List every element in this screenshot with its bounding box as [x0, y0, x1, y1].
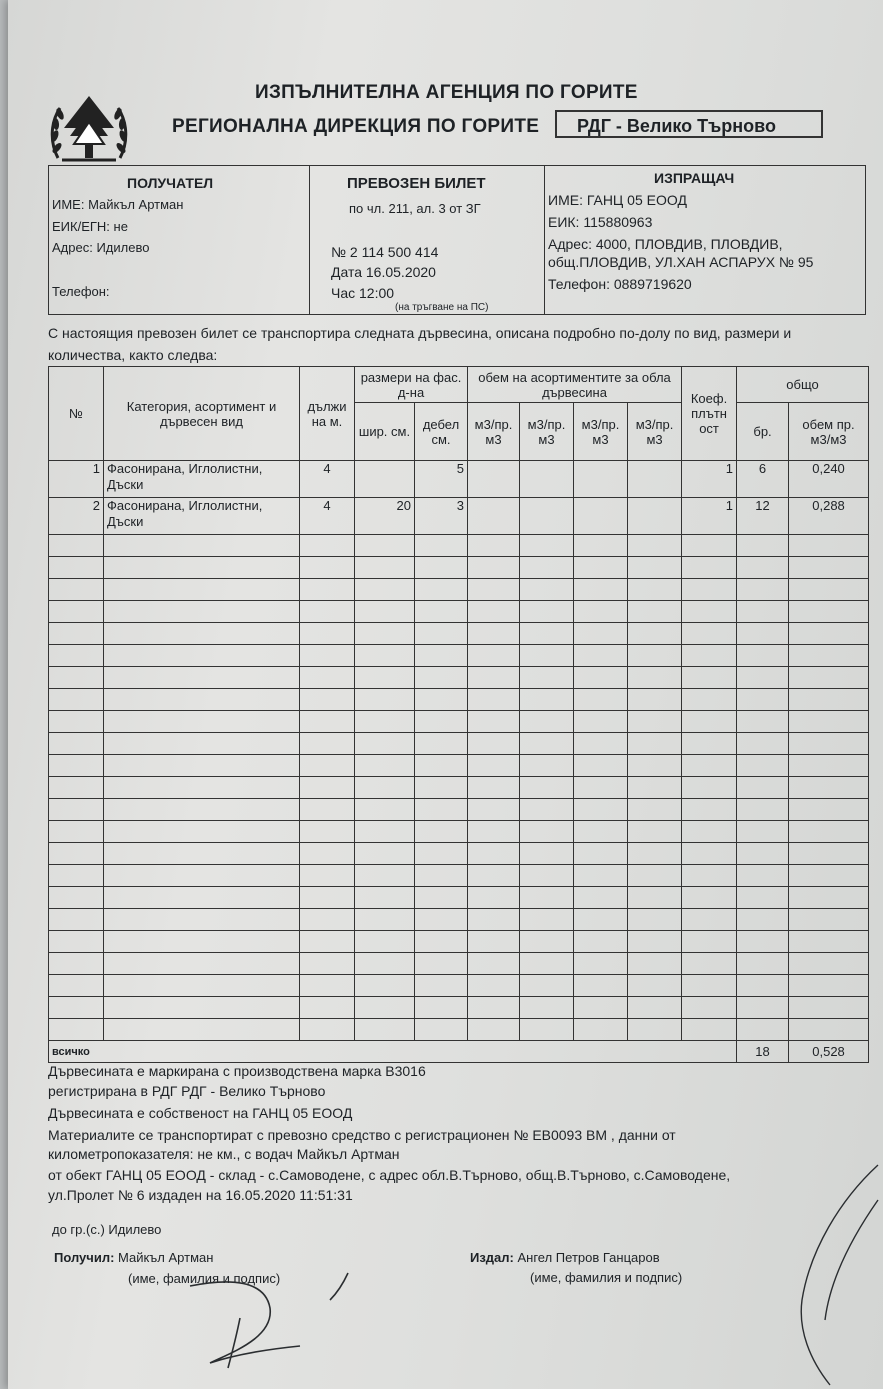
empty-table-row	[49, 1019, 869, 1041]
empty-table-row	[49, 755, 869, 777]
row-width	[355, 461, 415, 498]
col-header-dimensions: размери на фас. д-на	[355, 367, 468, 403]
origin-line: от обект ГАНЦ 05 ЕООД - склад - с.Самоводене, с адрес обл.В.Търново, общ.В.Търново, с.Самоводене,	[48, 1167, 731, 1183]
recipient-address: Адрес: Идилево	[52, 240, 150, 255]
destination-line: до гр.(с.) Идилево	[52, 1222, 162, 1237]
transport-line: Материалите се транспортират с превозно средство с регистрационен № ЕВ0093 ВМ , данни от	[48, 1127, 676, 1143]
row-thickness: 5	[415, 461, 468, 498]
intro-text: С настоящия превозен билет се транспортира следната дървесина, описана подробно по-долу по вид, размери и количества, както следва:	[48, 325, 792, 363]
forest-agency-emblem	[48, 88, 130, 170]
sender-eik: ЕИК: 115880963	[548, 214, 653, 230]
ticket-section	[309, 166, 545, 314]
empty-table-row	[49, 887, 869, 909]
totals-volume: 0,528	[789, 1041, 869, 1063]
empty-table-row	[49, 821, 869, 843]
rdg-name-box: РДГ - Велико Търново	[555, 110, 823, 138]
sender-section	[544, 166, 865, 314]
empty-table-row	[49, 689, 869, 711]
empty-table-row	[49, 909, 869, 931]
marking-line: Дървесината е маркирана с производствена марка В3016	[48, 1063, 426, 1079]
row-volume: 0,288	[789, 498, 869, 535]
row-length: 4	[300, 461, 355, 498]
empty-table-row	[49, 997, 869, 1019]
street-issued-line: ул.Пролет № 6 издаден на 16.05.2020 11:51:31	[48, 1187, 353, 1203]
regional-title: РЕГИОНАЛНА ДИРЕКЦИЯ ПО ГОРИТЕ	[172, 116, 540, 137]
row-volume: 0,240	[789, 461, 869, 498]
table-row	[49, 498, 869, 535]
row-width: 20	[355, 498, 415, 535]
empty-table-row	[49, 953, 869, 975]
table-row	[49, 461, 869, 498]
empty-table-row	[49, 623, 869, 645]
empty-table-row	[49, 777, 869, 799]
empty-table-row	[49, 865, 869, 887]
recipient-name: ИМЕ: Майкъл Артман	[52, 197, 184, 212]
ticket-basis: по чл. 211, ал. 3 от ЗГ	[349, 201, 481, 216]
sender-address-line2: общ.ПЛОВДИВ, УЛ.ХАН АСПАРУХ № 95	[548, 254, 814, 270]
empty-table-row	[49, 843, 869, 865]
ticket-heading: ПРЕВОЗЕН БИЛЕТ	[347, 175, 486, 192]
empty-table-row	[49, 579, 869, 601]
row-coefficient: 1	[682, 461, 737, 498]
recipient-section	[49, 166, 310, 314]
row-length: 4	[300, 498, 355, 535]
issuer-signature	[790, 1160, 883, 1389]
received-name: Майкъл Артман	[118, 1250, 214, 1265]
col-header-volume: обем на асортиментите за обла дървесина	[468, 367, 682, 403]
ticket-number: № 2 114 500 414	[331, 244, 439, 260]
empty-table-row	[49, 601, 869, 623]
col-header-length: дължи на м.	[300, 367, 355, 461]
received-block	[54, 1250, 213, 1265]
col-header-category: Категория, асортимент и дървесен вид	[104, 367, 300, 461]
sender-name: ИМЕ: ГАНЦ 05 ЕООД	[548, 192, 687, 208]
col-header-vol-1: м3/пр. м3	[468, 403, 520, 461]
odometer-line: километропоказателя: не км., с водач Майкъл Артман	[48, 1146, 400, 1162]
empty-table-row	[49, 645, 869, 667]
issued-label: Издал:	[470, 1250, 514, 1265]
empty-table-row	[49, 535, 869, 557]
registered-line: регистрирана в РДГ РДГ - Велико Търново	[48, 1083, 326, 1099]
col-header-vol-3: м3/пр. м3	[574, 403, 628, 461]
row-no: 2	[49, 498, 104, 535]
empty-table-row	[49, 667, 869, 689]
col-header-total: общо	[737, 367, 869, 403]
ticket-time: Час 12:00	[331, 285, 395, 301]
ticket-note: (на тръгване на ПС)	[395, 302, 489, 313]
empty-table-row	[49, 711, 869, 733]
totals-count: 18	[737, 1041, 789, 1063]
col-header-vol-4: м3/пр. м3	[628, 403, 682, 461]
issued-note: (име, фамилия и подпис)	[530, 1270, 683, 1285]
row-category: Фасонирана, Иглолистни, Дъски	[104, 461, 300, 498]
sender-phone: Телефон: 0889719620	[548, 276, 692, 292]
row-no: 1	[49, 461, 104, 498]
ticket-date: Дата 16.05.2020	[331, 264, 436, 280]
ownership-line: Дървесината е собственост на ГАНЦ 05 ЕООД	[48, 1105, 353, 1121]
empty-table-row	[49, 931, 869, 953]
col-header-vol-2: м3/пр. м3	[520, 403, 574, 461]
empty-table-row	[49, 557, 869, 579]
goods-table	[48, 366, 869, 1063]
empty-table-row	[49, 733, 869, 755]
sender-address-line1: Адрес: 4000, ПЛОВДИВ, ПЛОВДИВ,	[548, 236, 783, 252]
row-count: 12	[737, 498, 789, 535]
empty-table-row	[49, 975, 869, 997]
row-category: Фасонирана, Иглолистни, Дъски	[104, 498, 300, 535]
col-header-thickness: дебел см.	[415, 403, 468, 461]
col-header-count: бр.	[737, 403, 789, 461]
agency-title: ИЗПЪЛНИТЕЛНА АГЕНЦИЯ ПО ГОРИТЕ	[255, 82, 638, 103]
col-header-no: №	[49, 367, 104, 461]
row-thickness: 3	[415, 498, 468, 535]
col-header-coefficient: Коеф. плътн ост	[682, 367, 737, 461]
empty-table-row	[49, 799, 869, 821]
row-coefficient: 1	[682, 498, 737, 535]
recipient-signature	[170, 1268, 370, 1378]
received-note: (име, фамилия и подпис)	[128, 1271, 281, 1286]
col-header-width: шир. см.	[355, 403, 415, 461]
issued-name: Ангел Петров Ганцаров	[517, 1250, 660, 1265]
col-header-total-volume: обем пр. м3/м3	[789, 403, 869, 461]
issued-block	[470, 1250, 660, 1265]
received-label: Получил:	[54, 1250, 115, 1265]
row-count: 6	[737, 461, 789, 498]
header-box	[48, 165, 866, 315]
totals-label: всичко	[49, 1041, 737, 1063]
sender-heading: ИЗПРАЩАЧ	[654, 170, 735, 186]
totals-row	[49, 1041, 869, 1063]
recipient-phone: Телефон:	[52, 284, 110, 299]
recipient-id: ЕИК/ЕГН: не	[52, 219, 128, 234]
recipient-heading: ПОЛУЧАТЕЛ	[127, 175, 214, 191]
